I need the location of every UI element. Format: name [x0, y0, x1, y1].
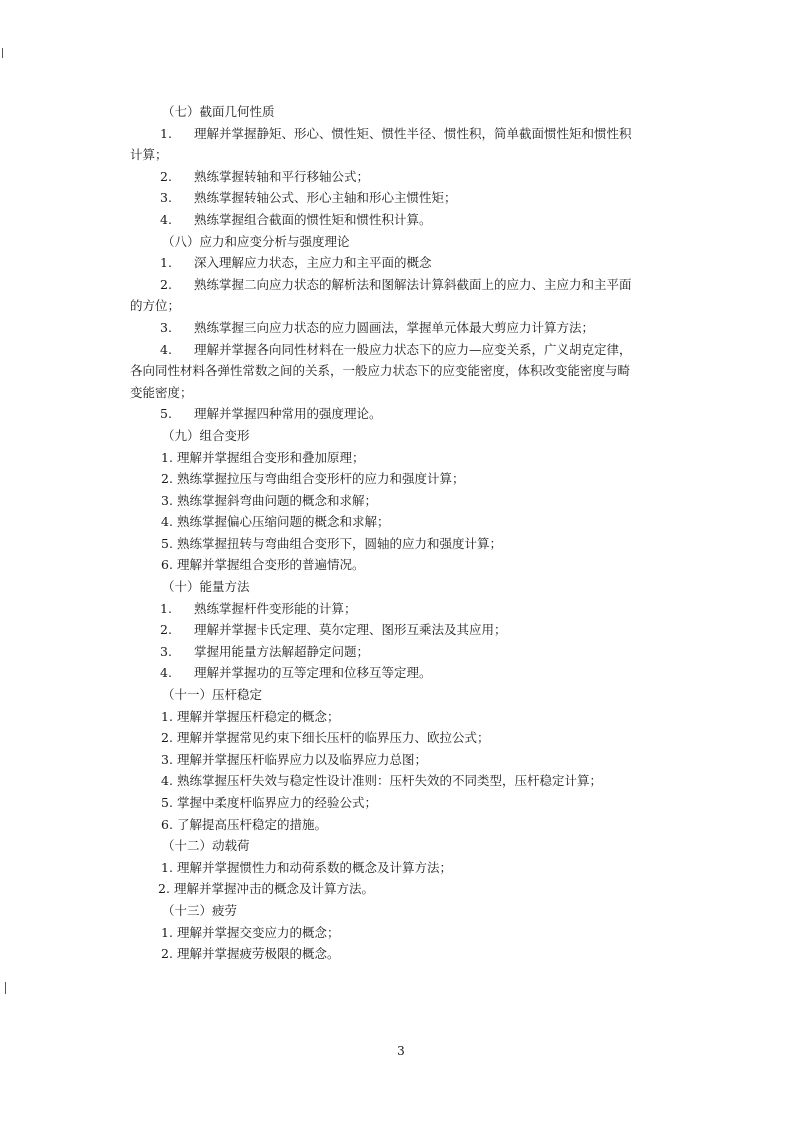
list-item-continuation: 各向同性材料各弹性常数之间的关系，一般应力状态下的应变能密度，体积改变能密度与畸 — [130, 363, 631, 379]
list-item: 1. 深入理解应力状态，主应力和主平面的概念 — [160, 255, 432, 271]
list-item: 2. 理解并掌握常见约束下细长压杆的临界压力、欧拉公式； — [161, 730, 490, 746]
list-item: 3. 熟练掌握转轴公式、形心主轴和形心主惯性矩； — [160, 190, 457, 206]
list-item: 6. 了解提高压杆稳定的措施。 — [161, 816, 328, 832]
section-heading: （十三）疲劳 — [162, 902, 238, 918]
list-item: 3. 熟练掌握三向应力状态的应力圆画法，掌握单元体最大剪应力计算方法； — [160, 319, 595, 335]
list-item: 3. 理解并掌握压杆临界应力以及临界应力总图； — [161, 751, 428, 767]
page-content — [130, 101, 710, 965]
list-item: 1. 理解并掌握静矩、形心、惯性矩、惯性半径、惯性积，简单截面惯性矩和惯性积 — [160, 125, 632, 141]
page-number: 3 — [397, 1044, 405, 1058]
list-item: 4. 理解并掌握各向同性材料在一般应力状态下的应力—应变关系，广义胡克定律， — [160, 341, 632, 357]
section-heading: （九）组合变形 — [162, 427, 250, 443]
section-heading: （十一）压杆稳定 — [162, 687, 263, 703]
list-item: 2. 理解并掌握疲劳极限的概念。 — [161, 946, 340, 962]
list-item: 2. 熟练掌握拉压与弯曲组合变形杆的应力和强度计算； — [161, 471, 465, 487]
list-item: 1. 理解并掌握组合变形和叠加原理； — [161, 449, 365, 465]
list-item: 2. 熟练掌握二向应力状态的解析法和图解法计算斜截面上的应力、主应力和主平面 — [160, 276, 632, 292]
list-item: 1. 熟练掌握杆件变形能的计算； — [160, 600, 357, 616]
section-heading: （十二）动载荷 — [162, 838, 250, 854]
list-item: 5. 理解并掌握四种常用的强度理论。 — [160, 406, 382, 422]
list-item: 2. 理解并掌握冲击的概念及计算方法。 — [158, 881, 375, 897]
list-item: 6. 理解并掌握组合变形的普遍情况。 — [161, 557, 365, 573]
list-item: 4. 熟练掌握压杆失效与稳定性设计准则：压杆失效的不同类型，压杆稳定计算； — [161, 773, 603, 789]
list-item: 1. 理解并掌握交变应力的概念； — [161, 924, 340, 940]
list-item-continuation: 的方位； — [130, 298, 181, 314]
list-item: 1. 理解并掌握惯性力和动荷系数的概念及计算方法； — [161, 859, 453, 875]
list-item: 4. 熟练掌握组合截面的惯性矩和惯性积计算。 — [160, 211, 432, 227]
section-heading: （七）截面几何性质 — [162, 104, 275, 119]
list-item: 4. 熟练掌握偏心压缩问题的概念和求解； — [161, 514, 390, 530]
list-item: 5. 掌握中柔度杆临界应力的经验公式； — [161, 795, 378, 810]
list-item: 4. 理解并掌握功的互等定理和位移互等定理。 — [160, 665, 432, 681]
list-item: 2. 理解并掌握卡氏定理、莫尔定理、图形互乘法及其应用； — [160, 622, 507, 638]
list-item: 3. 掌握用能量方法解超静定问题； — [160, 643, 370, 659]
list-item-continuation: 变能密度； — [130, 384, 193, 400]
list-item: 2. 熟练掌握转轴和平行移轴公式； — [160, 168, 370, 184]
section-heading: （十）能量方法 — [162, 579, 250, 595]
list-item: 3. 熟练掌握斜弯曲问题的概念和求解； — [161, 492, 378, 508]
list-item-continuation: 计算； — [130, 147, 168, 163]
scan-margin-mark — [2, 48, 3, 58]
list-item: 1. 理解并掌握压杆稳定的概念； — [161, 708, 340, 724]
list-item: 5. 熟练掌握扭转与弯曲组合变形下，圆轴的应力和强度计算； — [161, 535, 503, 551]
section-heading: （八）应力和应变分析与强度理论 — [162, 233, 350, 249]
scan-margin-mark — [5, 982, 6, 994]
